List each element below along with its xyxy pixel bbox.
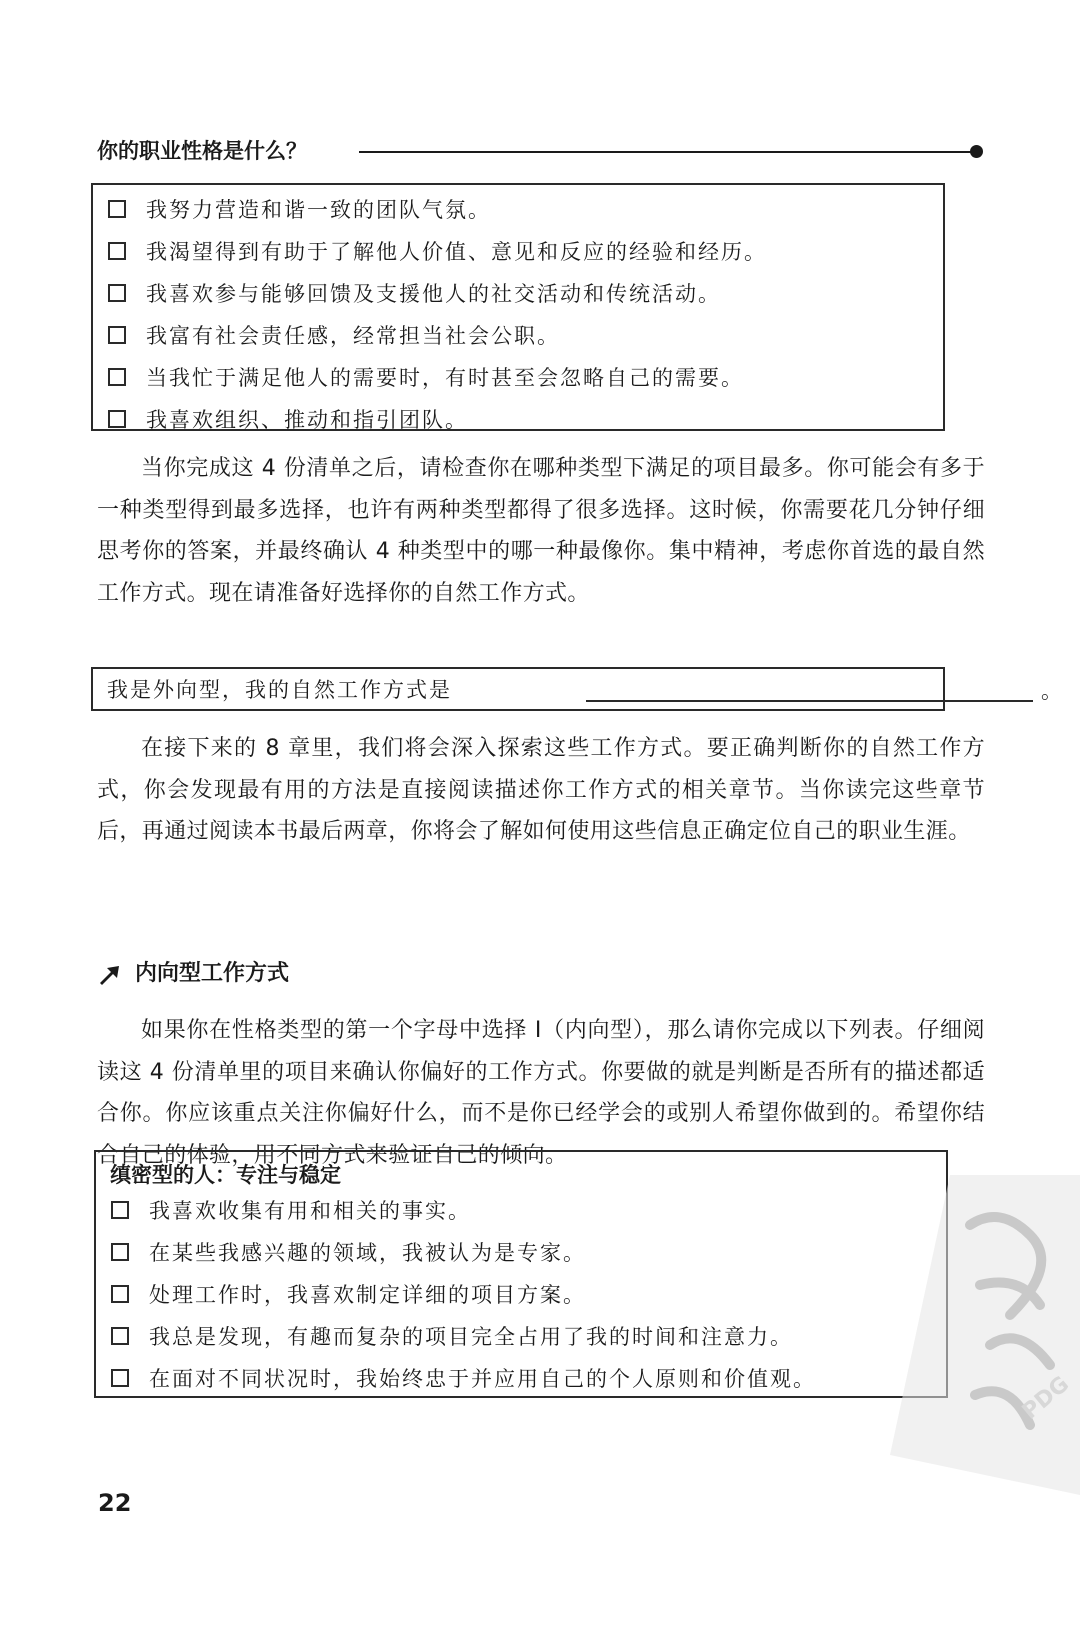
running-head-title: 你的职业性格是什么？ [97, 139, 307, 163]
checklist-item-text: 我喜欢收集有用和相关的事实。 [149, 1199, 471, 1223]
checklist-item-text: 当我忙于满足他人的需要时，有时甚至会忽略自己的需要。 [146, 366, 744, 390]
checkbox[interactable] [111, 1201, 129, 1219]
fill-in-end-mark: 。 [1041, 679, 1062, 703]
checklist-item-text: 我富有社会责任感，经常担当社会公职。 [146, 324, 560, 348]
running-head [97, 134, 985, 168]
checkbox[interactable] [108, 242, 126, 260]
page-number: 22 [98, 1489, 132, 1517]
checklist-box-bottom [94, 1150, 948, 1398]
watermark-seal [880, 1165, 1080, 1495]
arrow-up-right-icon [97, 964, 121, 986]
fill-in-blank[interactable] [586, 700, 1033, 702]
fill-in-box [91, 667, 1062, 711]
checklist-item-text: 我总是发现，有趣而复杂的项目完全占用了我的时间和注意力。 [149, 1325, 793, 1349]
checklist-item-text: 我努力营造和谐一致的团队气氛。 [146, 198, 491, 222]
checkbox[interactable] [108, 284, 126, 302]
section-title: 内向型工作方式 [135, 961, 290, 986]
checkbox[interactable] [108, 368, 126, 386]
checkbox[interactable] [108, 326, 126, 344]
running-head-dot-icon [970, 145, 983, 158]
checkbox[interactable] [111, 1285, 129, 1303]
checklist-title: 缜密型的人：专注与稳定 [110, 1163, 341, 1187]
checkbox[interactable] [111, 1369, 129, 1387]
checkbox[interactable] [108, 200, 126, 218]
checklist-item-text: 在面对不同状况时，我始终忠于并应用自己的个人原则和价值观。 [149, 1367, 816, 1391]
body-paragraph: 在接下来的 8 章里，我们将会深入探索这些工作方式。要正确判断你的自然工作方式，你会发现最有用的方法是直接阅读描述你工作方式的相关章节。当你读完这些章节后，再通过阅读本书最后两章，你将会了解如何使用这些信息正确定位自己的职业生涯。 [97, 736, 985, 844]
checklist-box-top [91, 183, 945, 431]
checklist-item-text: 我渴望得到有助于了解他人价值、意见和反应的经验和经历。 [146, 240, 767, 264]
checkbox[interactable] [111, 1243, 129, 1261]
fill-in-prompt: 我是外向型，我的自然工作方式是 [107, 678, 452, 702]
checkbox[interactable] [108, 410, 126, 428]
body-paragraph: 如果你在性格类型的第一个字母中选择 I（内向型），那么请你完成以下列表。仔细阅读这 4 份清单里的项目来确认你偏好的工作方式。你要做的就是判断是否所有的描述都适合你。你应该重点关注你偏好什么，而不是你已经学会的或别人希望你做到的。希望你结合自己的体验，用不同方式来验证自己的倾向。 [97, 1018, 985, 1168]
checklist-item-text: 我喜欢组织、推动和指引团队。 [146, 408, 468, 432]
checklist-item-text: 我喜欢参与能够回馈及支援他人的社交活动和传统活动。 [146, 282, 721, 306]
body-paragraph: 当你完成这 4 份清单之后，请检查你在哪种类型下满足的项目最多。你可能会有多于一种类型得到最多选择，也许有两种类型都得了很多选择。这时候，你需要花几分钟仔细思考你的答案，并最终确认 4 种类型中的哪一种最像你。集中精神，考虑你首选的最自然工作方式。现在请准备好选择你的自然工作方式。 [97, 456, 985, 606]
svg-text:PDG: PDG [1017, 1371, 1075, 1425]
checklist-item-text: 在某些我感兴趣的领域，我被认为是专家。 [149, 1241, 586, 1265]
checklist-item-text: 处理工作时，我喜欢制定详细的项目方案。 [149, 1283, 586, 1307]
running-head-rule [359, 151, 971, 153]
checkbox[interactable] [111, 1327, 129, 1345]
